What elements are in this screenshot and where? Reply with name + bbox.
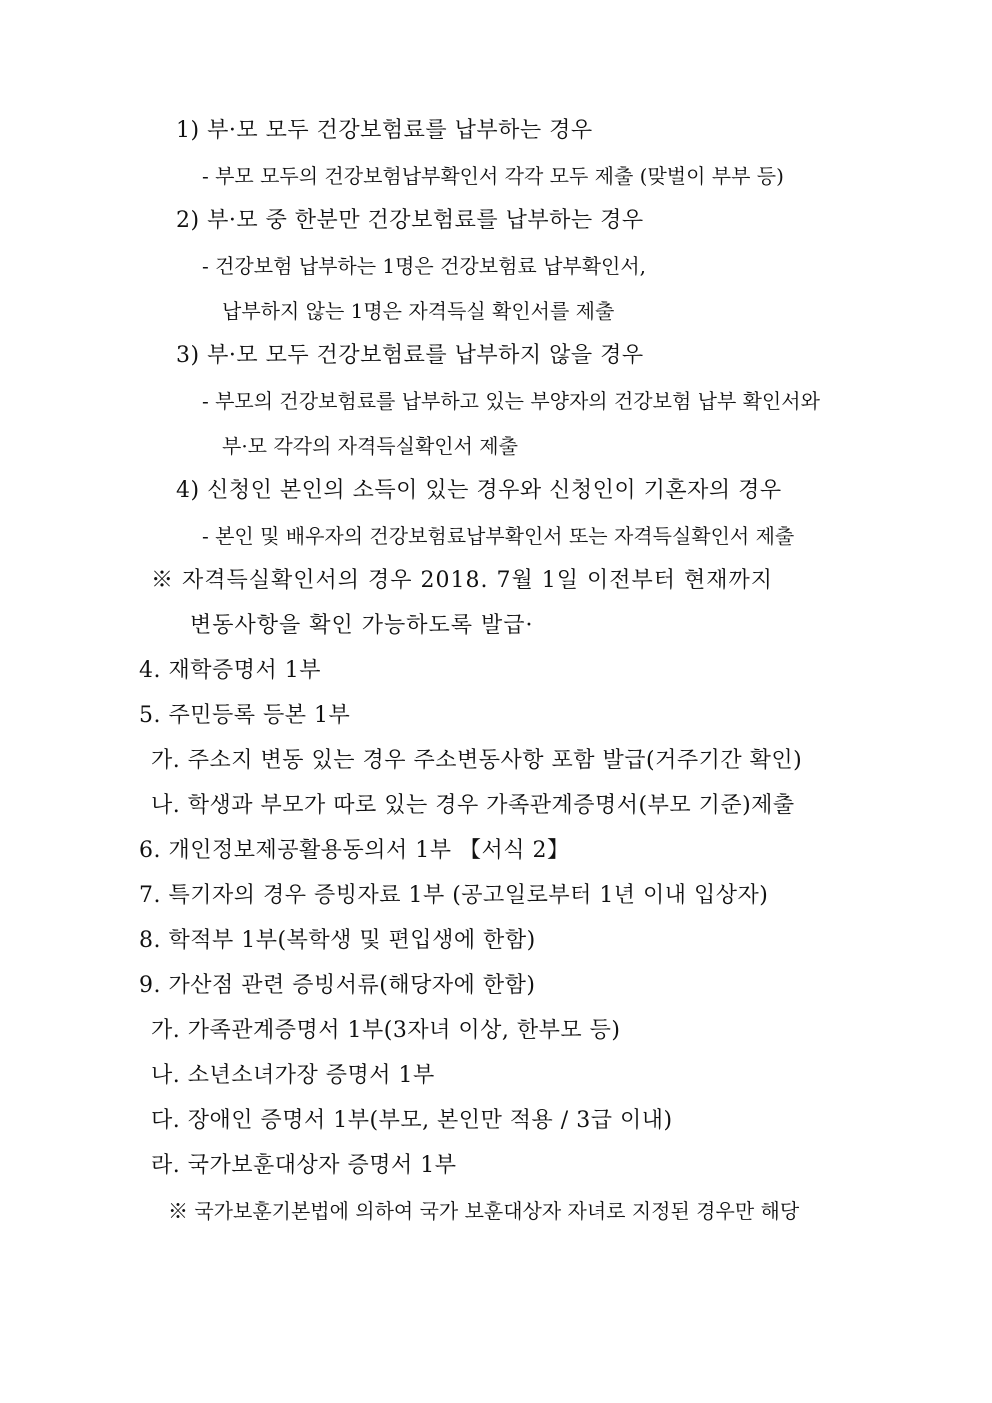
section-9: 9. 가산점 관련 증빙서류(해당자에 한함) xyxy=(139,973,536,998)
section-9-ga: 가. 가족관계증명서 1부(3자녀 이상, 한부모 등) xyxy=(151,1018,621,1043)
section-5: 5. 주민등록 등본 1부 xyxy=(139,703,351,728)
note-line-2: 변동사항을 확인 가능하도록 발급· xyxy=(190,613,534,638)
item-1-heading: 1) 부·모 모두 건강보험료를 납부하는 경우 xyxy=(176,118,593,143)
section-9-na: 나. 소년소녀가장 증명서 1부 xyxy=(151,1063,435,1088)
item-2-detail-line-2: 납부하지 않는 1명은 자격득실 확인서를 제출 xyxy=(222,299,615,323)
section-7: 7. 특기자의 경우 증빙자료 1부 (공고일로부터 1년 이내 입상자) xyxy=(139,883,769,908)
section-9-ra: 라. 국가보훈대상자 증명서 1부 xyxy=(151,1153,457,1178)
item-1-detail: - 부모 모두의 건강보험납부확인서 각각 모두 제출 (맞벌이 부부 등) xyxy=(202,164,784,188)
note-line-1: ※ 자격득실확인서의 경우 2018. 7월 1일 이전부터 현재까지 xyxy=(151,568,773,593)
item-2-heading: 2) 부·모 중 한분만 건강보험료를 납부하는 경우 xyxy=(176,208,644,233)
item-3-detail-line-2: 부·모 각각의 자격득실확인서 제출 xyxy=(222,434,518,458)
item-4-detail: - 본인 및 배우자의 건강보험료납부확인서 또는 자격득실확인서 제출 xyxy=(202,524,795,548)
item-3-detail-line-1: - 부모의 건강보험료를 납부하고 있는 부양자의 건강보험 납부 확인서와 xyxy=(202,389,820,413)
section-5-ga: 가. 주소지 변동 있는 경우 주소변동사항 포함 발급(거주기간 확인) xyxy=(151,748,803,773)
item-3-heading: 3) 부·모 모두 건강보험료를 납부하지 않을 경우 xyxy=(176,343,644,368)
section-8: 8. 학적부 1부(복학생 및 편입생에 한함) xyxy=(139,928,536,953)
section-9-da: 다. 장애인 증명서 1부(부모, 본인만 적용 / 3급 이내) xyxy=(151,1108,673,1133)
item-2-detail-line-1: - 건강보험 납부하는 1명은 건강보험료 납부확인서, xyxy=(202,254,647,278)
section-9-note: ※ 국가보훈기본법에 의하여 국가 보훈대상자 자녀로 지정된 경우만 해당 xyxy=(168,1199,800,1223)
section-4: 4. 재학증명서 1부 xyxy=(139,658,321,683)
section-6: 6. 개인정보제공활용동의서 1부 【서식 2】 xyxy=(139,838,570,863)
item-4-heading: 4) 신청인 본인의 소득이 있는 경우와 신청인이 기혼자의 경우 xyxy=(176,478,782,503)
section-5-na: 나. 학생과 부모가 따로 있는 경우 가족관계증명서(부모 기준)제출 xyxy=(151,793,795,818)
